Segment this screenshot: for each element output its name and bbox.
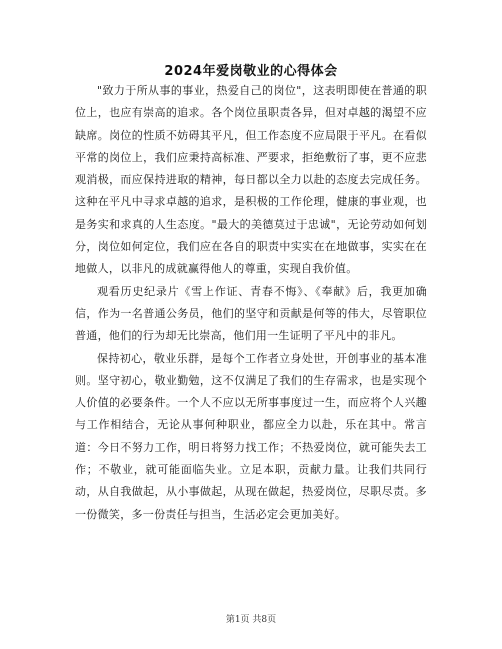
- paragraph-3: 保持初心，敬业乐群，是每个工作者立身处世，开创事业的基本准则。坚守初心，敬业勤勉，这不仅满足了我们的生存需求，也是实现个人价值的必要条件。一个人不应以无所事事度过一生，而应将个人兴趣与工作相结合，无论从事何种职业，都应全力以赴，乐在其中。常言道：今日不努力工作，明日将努力找工作；不热爱岗位，就可能失去工作；不敬业，就可能面临失业。立足本职，贡献力量。让我们共同行动，从自我做起，从小事做起，从现在做起，热爱岗位，尽职尽责。多一份微笑，多一份责任与担当，生活必定会更加美好。: [75, 351, 427, 521]
- document-title: 2024年爱岗敬业的心得体会: [164, 64, 338, 79]
- page-footer: 第1页 共8页: [225, 615, 277, 625]
- paragraph-1: "致力于所从事的事业，热爱自己的岗位"，这表明即使在普通的职位上，也应有崇高的追求。各个岗位虽职责各异，但对卓越的渴望不应缺席。岗位的性质不妨碍其平凡，但工作态度不应局限于平凡。在看似平常的岗位上，我们应秉持高标准、严要求，拒绝敷衍了事，更不应悲观消极，而应保持进取的精神，每日都以全力以赴的态度去完成任务。这种在平凡中寻求卓越的追求，是积极的工作伦理，健康的事业观，也是务实和求真的人生态度。"最大的美德莫过于忠诚"，无论劳动如何划分，岗位如何定位，我们应在各自的职责中实实在在地做事，实实在在地做人，以非凡的成就赢得他人的尊重，实现自我价值。: [75, 84, 427, 276]
- document-body: [75, 80, 427, 526]
- paragraph-2: 观看历史纪录片《雪上作证、青春不悔》、《奉献》后，我更加确信，作为一名普通公务员，他们的坚守和贡献是何等的伟大，尽管职位普通，他们的行为却无比崇高，他们用一生证明了平凡中的非凡。: [75, 284, 427, 343]
